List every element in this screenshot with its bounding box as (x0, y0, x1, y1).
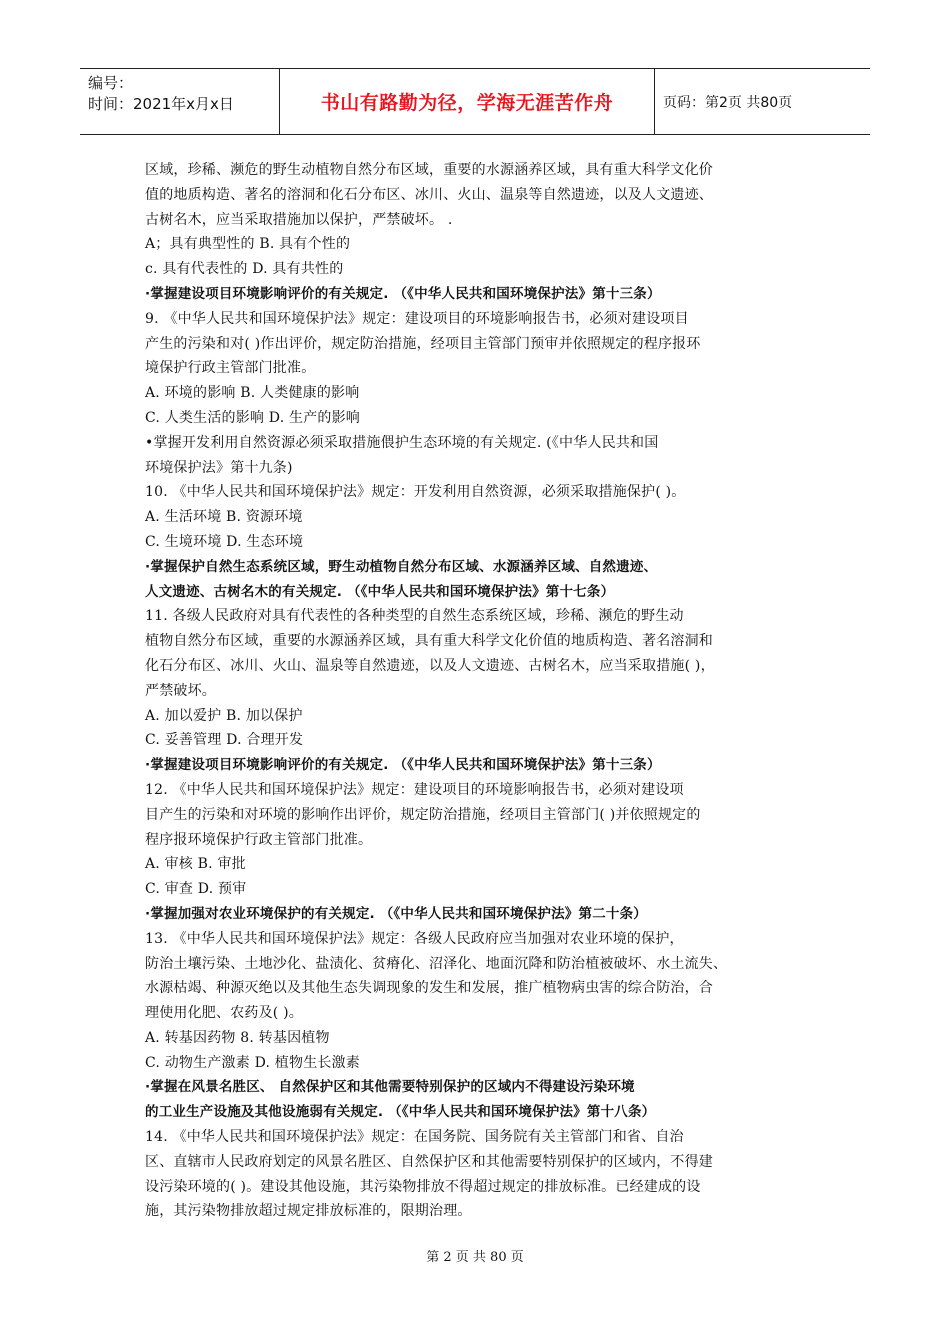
section-heading-line: ·掌握建设项目环境影响评价的有关规定. （《中华人民共和国环境保护法》第十三条） (145, 757, 661, 774)
text-line: 化石分布区、冰川、火山、温泉等自然遗迹，以及人文遗迹、古树名木，应当采取措施( )， (145, 657, 715, 674)
text-line: 设污染环境的( )。建设其他设施，其污染物排放不得超过规定的排放标准。已经建成的设 (145, 1178, 701, 1195)
text-line: 防治土壤污染、土地沙化、盐渍化、贫瘠化、沼泽化、地面沉降和防治植被破坏、水土流失、 (145, 955, 728, 972)
page-footer: 第 2 页 共 80 页 (426, 1250, 524, 1265)
section-heading-line: ·掌握加强对农业环境保护的有关规定. （《中华人民共和国环境保护法》第二十条） (145, 905, 648, 922)
text-line: 产生的污染和对( )作出评价，规定防治措施，经项目主管部门预审并依照规定的程序报环 (145, 335, 701, 352)
text-line: A. 审核 B. 审批 (145, 856, 246, 873)
text-line: A. 环境的影响 B. 人类健康的影响 (145, 385, 360, 402)
header-motto: 书山有路勤为径，学海无涯苦作舟 (280, 69, 655, 134)
section-heading-line: ·掌握保护自然生态系统区域，野生动植物自然分布区域、水源涵养区域、自然遗迹、 (145, 558, 658, 575)
text-line: 11. 各级人民政府对具有代表性的各种类型的自然生态系统区域，珍稀、濒危的野生动 (145, 608, 684, 625)
text-line: 14. 《中华人民共和国环境保护法》规定：在国务院、国务院有关主管部门和省、自治 (145, 1129, 684, 1146)
text-line: 古树名木，应当采取措施加以保护，严禁破坏。 . (145, 211, 453, 228)
text-line: C. 审查 D. 预审 (145, 881, 247, 898)
text-line: 区、直辖市人民政府划定的风景名胜区、自然保护区和其他需要特别保护的区域内，不得建 (145, 1153, 713, 1170)
text-line: 植物自然分布区域，重要的水源涵养区域，具有重大科学文化价值的地质构造、著名溶洞和 (145, 633, 713, 650)
section-heading-line: ·掌握建设项目环境影响评价的有关规定. （《中华人民共和国环境保护法》第十三条） (145, 285, 661, 302)
text-line: A；具有典型性的 B. 具有个性的 (145, 236, 351, 253)
text-line: A. 加以爱护 B. 加以保护 (145, 707, 303, 724)
section-heading-line: 人文遗迹、古树名木的有关规定. （《中华人民共和国环境保护法》第十七条） (145, 583, 615, 600)
text-line: 9. 《中华人民共和国环境保护法》规定：建设项目的环境影响报告书，必须对建设项目 (145, 310, 689, 327)
text-line: C. 妥善管理 D. 合理开发 (145, 732, 304, 749)
text-line: 环境保护法》第十九条) (145, 459, 293, 476)
text-line: C. 人类生活的影响 D. 生产的影响 (145, 409, 360, 426)
header-page-info: 页码：第2页 共80页 (663, 94, 793, 111)
document-body (145, 158, 805, 1224)
text-line: C. 动物生产激素 D. 植物生长激素 (145, 1054, 360, 1071)
text-line: 施，其污染物排放超过规定排放标准的，限期治理。 (145, 1203, 472, 1220)
page-header (80, 68, 870, 135)
text-line: 12. 《中华人民共和国环境保护法》规定：建设项目的环境影响报告书，必须对建设项 (145, 781, 684, 798)
text-line: c. 具有代表性的 D. 具有共性的 (145, 261, 344, 278)
header-meta (80, 69, 280, 134)
section-heading-line: ·掌握在风景名胜区、 自然保护区和其他需要特别保护的区域内不得建设污染环境 (145, 1079, 635, 1096)
text-line: 目产生的污染和对环境的影响作出评价，规定防治措施，经项目主管部门( )并依照规定的 (145, 806, 701, 823)
text-line: 水源枯竭、种源灭绝以及其他生态失调现象的发生和发展，推广植物病虫害的综合防治，合 (145, 980, 713, 997)
text-line: 境保护行政主管部门批准。 (145, 360, 316, 377)
text-line: A. 生活环境 B. 资源环境 (145, 509, 303, 526)
text-line: C. 生境环境 D. 生态环境 (145, 533, 304, 550)
text-line: 13. 《中华人民共和国环境保护法》规定：各级人民政府应当加强对农业环境的保护， (145, 930, 684, 947)
text-line: 理使用化肥、农药及( )。 (145, 1005, 303, 1022)
text-line: 区域，珍稀、濒危的野生动植物自然分布区域，重要的水源涵养区域，具有重大科学文化价 (145, 162, 713, 178)
date-label: 时间：2021年x月x日 (88, 95, 234, 113)
number-label: 编号： (88, 74, 134, 92)
text-line: A. 转基因药物 8. 转基因植物 (145, 1029, 330, 1046)
section-heading-line: 的工业生产设施及其他设施弱有关规定. （《中华人民共和国环境保护法》第十八条） (145, 1104, 656, 1121)
text-line: 严禁破坏。 (145, 682, 216, 699)
text-line: •掌握开发利用自然资源必须采取措施偎护生态环境的有关规定. (《中华人民共和国 (145, 434, 659, 451)
text-line: 10. 《中华人民共和国环境保护法》规定：开发利用自然资源，必须采取措施保护( )。 (145, 484, 686, 501)
text-line: 值的地质构造、著名的溶洞和化石分布区、冰川、火山、温泉等自然遗迹，以及人文遗迹、 (145, 186, 713, 203)
text-line: 程序报环境保护行政主管部门批准。 (145, 831, 373, 848)
